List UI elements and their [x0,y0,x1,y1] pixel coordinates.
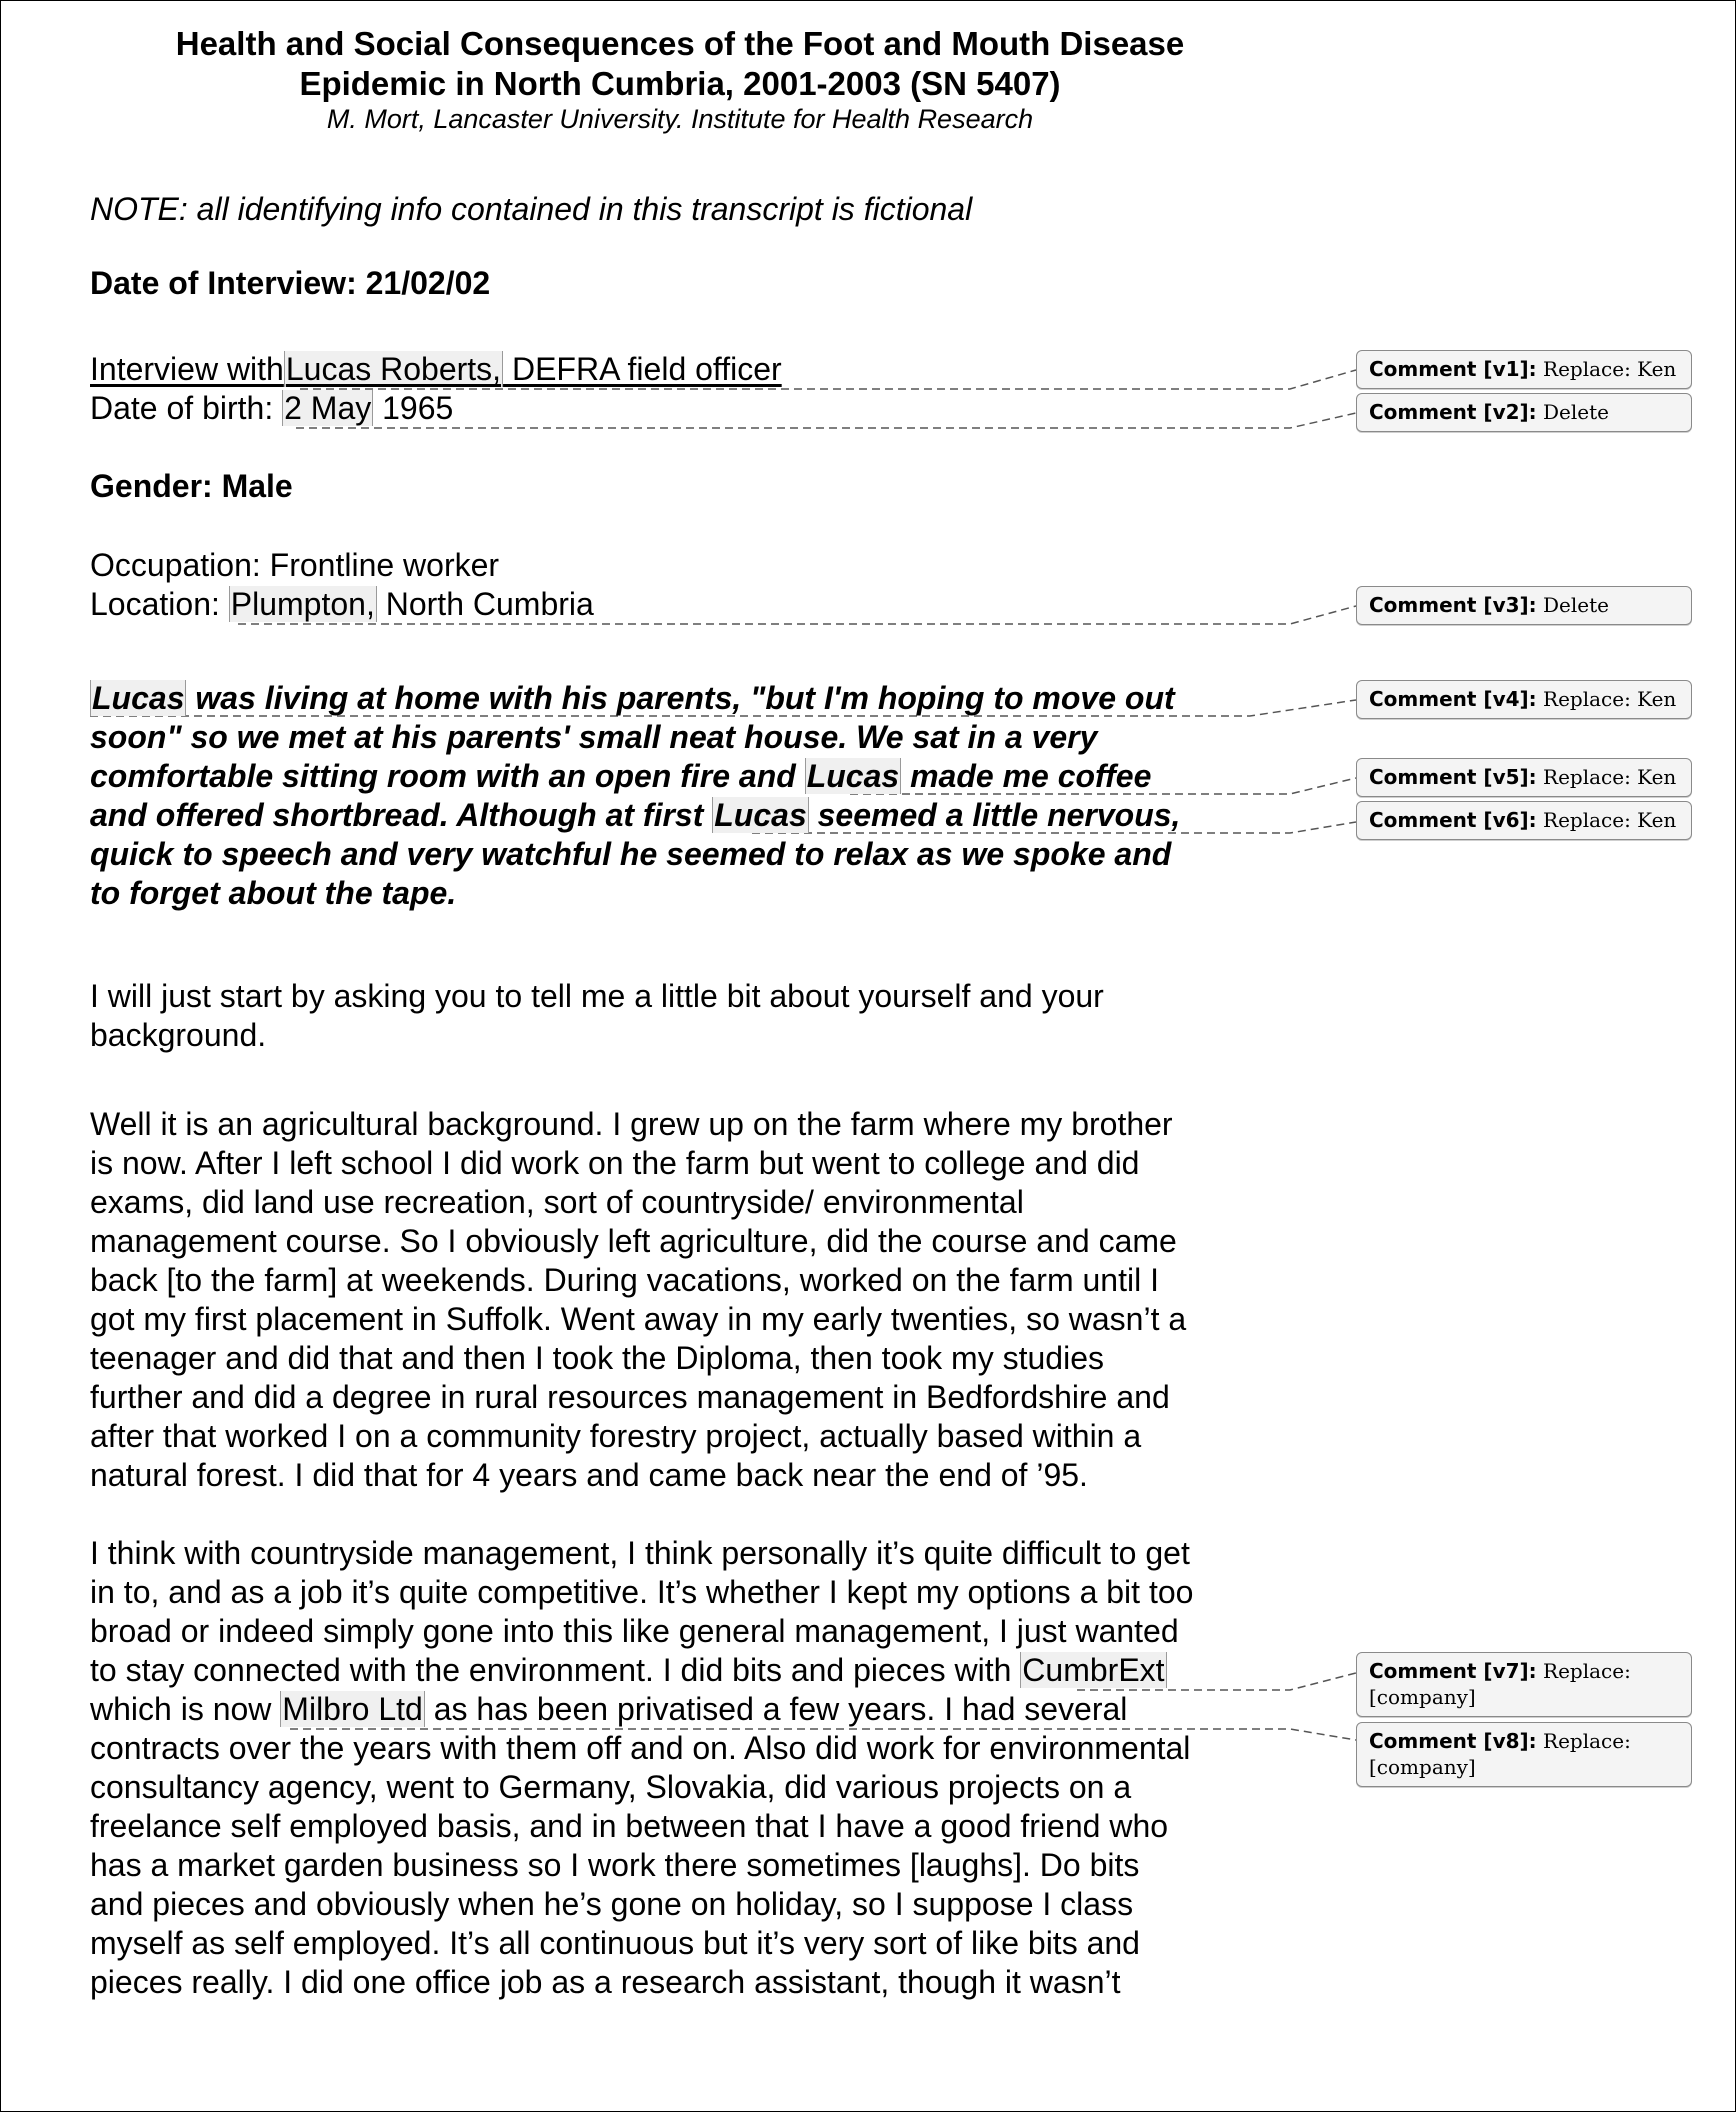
answer-line: teenager and did that and then I took the Diploma, then took my studies [90,1340,1104,1376]
intro-line-3 [90,757,1290,796]
location-prefix: Location: [90,586,229,622]
comment-text: Delete [1543,593,1609,617]
answer-line: after that worked I on a community forestry project, actually based within a [90,1418,1142,1454]
comment-v4[interactable] [1356,680,1692,719]
answer-line: freelance self employed basis, and in between that I have a good friend who [90,1808,1169,1844]
answer-line: further and did a degree in rural resources management in Bedfordshire and [90,1379,1170,1415]
anchor-v6-name[interactable]: Lucas [714,797,807,833]
answer-line: in to, and as a job it’s quite competitive. It’s whether I kept my options a bit too [90,1574,1194,1610]
answer-line: exams, did land use recreation, sort of countryside/ environmental [90,1184,1024,1220]
interviewer-question [90,977,1290,1055]
occupation: Occupation: Frontline worker [90,547,500,583]
answer-line: natural forest. I did that for 4 years and came back near the end of ’95. [90,1457,1088,1493]
comment-v3[interactable] [1356,586,1692,625]
intro-paragraph [90,679,1290,913]
comment-v8[interactable] [1356,1722,1692,1787]
interview-with-prefix: Interview with [90,351,284,387]
intro-line-2: soon" so we met at his parents' small neat house. We sat in a very [90,719,1098,755]
comment-text: Replace: Ken [1543,357,1677,381]
answer-line: contracts over the years with them off and on. Also did work for environmental [90,1730,1191,1766]
answer-line [90,1651,1290,1690]
intro-line-5: quick to speech and very watchful he seemed to relax as we spoke and [90,836,1172,872]
intro-text: comfortable sitting room with an open fire and [90,758,805,794]
interview-with [90,350,782,389]
answer-text: to stay connected with the environment. I did bits and pieces with [90,1652,1021,1688]
anchor-v7-company[interactable]: CumbrExt [1022,1652,1165,1688]
date-of-birth [90,389,453,428]
answer-line: is now. After I left school I did work on the farm but went to college and did [90,1145,1140,1181]
dob-prefix: Date of birth: [90,390,283,426]
comment-text: Replace: Ken [1543,765,1677,789]
comment-label: Comment [v5]: [1369,765,1537,789]
comment-label: Comment [v3]: [1369,593,1537,617]
question-line: I will just start by asking you to tell me a little bit about yourself and your [90,978,1104,1014]
location [90,585,594,624]
intro-text: was living at home with his parents, "but I'm hoping to move out [186,680,1175,716]
answer-text: as has been privatised a few years. I had several [424,1691,1128,1727]
anchor-v2-dob[interactable]: 2 May [284,390,372,426]
anchor-v8-company[interactable]: Milbro Ltd [282,1691,423,1727]
document-title-line-2: Epidemic in North Cumbria, 2001-2003 (SN 5407) [299,65,1061,102]
question-line: background. [90,1017,267,1053]
intro-line-4 [90,796,1290,835]
comment-label: Comment [v4]: [1369,687,1537,711]
comment-label: Comment [v7]: [1369,1659,1537,1683]
answer-text: which is now [90,1691,281,1727]
comment-label: Comment [v8]: [1369,1729,1537,1753]
comment-v2[interactable] [1356,393,1692,432]
anchor-v4-name[interactable]: Lucas [92,680,185,716]
answer-paragraph-1 [90,1105,1290,1495]
dob-year: 1965 [373,390,454,426]
answer-paragraph-2 [90,1534,1290,2002]
gender: Gender: Male [90,468,293,504]
comment-v5[interactable] [1356,758,1692,797]
comment-text: Replace: [company] [1369,1659,1631,1709]
intro-line-6: to forget about the tape. [90,875,457,911]
answer-line: consultancy agency, went to Germany, Slovakia, did various projects on a [90,1769,1132,1805]
comment-text: Replace: [company] [1369,1729,1631,1779]
comment-text: Replace: Ken [1543,687,1677,711]
interview-with-role: DEFRA field officer [503,351,782,387]
anchor-v1-name[interactable]: Lucas Roberts, [285,351,502,387]
connector-v2 [296,413,1356,428]
comment-v6[interactable] [1356,801,1692,840]
document-title-line-1: Health and Social Consequences of the Foot and Mouth Disease [175,25,1185,62]
answer-line: got my first placement in Suffolk. Went away in my early twenties, so wasn’t a [90,1301,1187,1337]
answer-line [90,1690,1290,1729]
answer-line: and pieces and obviously when he’s gone on holiday, so I suppose I class [90,1886,1134,1922]
location-region: North Cumbria [376,586,594,622]
answer-line: pieces really. I did one office job as a research assistant, though it wasn’t [90,1964,1121,2000]
comment-text: Replace: Ken [1543,808,1677,832]
intro-line-1 [90,679,1290,718]
comment-label: Comment [v1]: [1369,357,1537,381]
answer-line: Well it is an agricultural background. I grew up on the farm where my brother [90,1106,1173,1142]
comment-v7[interactable] [1356,1652,1692,1717]
document-author: M. Mort, Lancaster University. Institute for Health Research [326,104,1034,134]
comment-label: Comment [v2]: [1369,400,1537,424]
anchor-v5-name[interactable]: Lucas [806,758,900,794]
comment-label: Comment [v6]: [1369,808,1537,832]
answer-line: myself as self employed. It’s all continuous but it’s very sort of like bits and [90,1925,1140,1961]
comment-v1[interactable] [1356,350,1692,389]
answer-line: management course. So I obviously left agriculture, did the course and came [90,1223,1177,1259]
comment-text: Delete [1543,400,1609,424]
answer-line: broad or indeed simply gone into this like general management, I just wanted [90,1613,1179,1649]
intro-text: seemed a little nervous, [808,797,1181,833]
anchor-v3-place[interactable]: Plumpton, [230,586,375,622]
intro-text: made me coffee [901,758,1152,794]
answer-line: has a market garden business so I work there sometimes [laughs]. Do bits [90,1847,1140,1883]
fictional-note: NOTE: all identifying info contained in this transcript is fictional [90,191,973,227]
intro-text: and offered shortbread. Although at first [90,797,713,833]
answer-line: I think with countryside management, I think personally it’s quite difficult to get [90,1535,1190,1571]
answer-line: back [to the farm] at weekends. During vacations, worked on the farm until I [90,1262,1159,1298]
date-of-interview: Date of Interview: 21/02/02 [90,265,491,301]
